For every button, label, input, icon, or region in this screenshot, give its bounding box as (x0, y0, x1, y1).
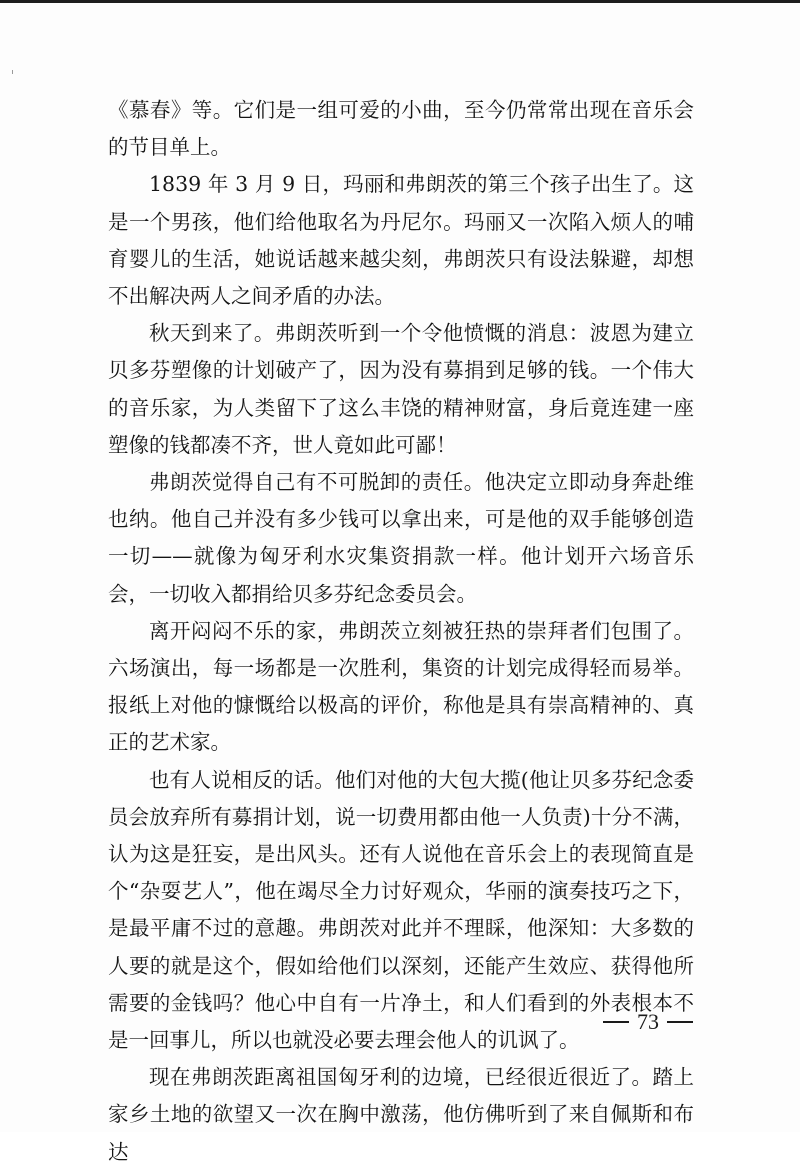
page-number (588, 1006, 708, 1038)
paragraph-6: 也有人说相反的话。他们对他的大包大揽(他让贝多芬纪念委员会放弃所有募捐计划，说一切费用都由他一人负责)十分不满，认为这是狂妄，是出风头。还有人说他在音乐会上的表现简直是个“杂耍艺人”，他在竭尽全力讨好观众，华丽的演奏技巧之下，是最平庸不过的意趣。弗朗茨对此并不理睬，他深知：大多数的人要的就是这个，假如给他们以深刻，还能产生效应、获得他所需要的金钱吗？他心中自有一片净土，和人们看到的外表根本不是一回事儿，所以也就没必要去理会他人的讥讽了。 (108, 767, 694, 1053)
paragraph-3: 秋天到来了。弗朗茨听到一个令他愤慨的消息：波恩为建立贝多芬塑像的计划破产了，因为没有募捐到足够的钱。一个伟大的音乐家，为人类留下了这么丰饶的精神财富，身后竟连建一座塑像的钱都凑不齐，世人竟如此可鄙！ (108, 321, 694, 457)
paragraph-4: 弗朗茨觉得自己有不可脱卸的责任。他决定立即动身奔赴维也纳。他自己并没有多少钱可以拿出来，可是他的双手能够创造一切——就像为匈牙利水灾集资捐款一样。他计划开六场音乐会，一切收入都捐给贝多芬纪念委员会。 (108, 470, 694, 606)
paragraph-2: 1839 年 3 月 9 日，玛丽和弗朗茨的第三个孩子出生了。这是一个男孩，他们给他取名为丹尼尔。玛丽又一次陷入烦人的哺育婴儿的生活，她说话越来越尖刻，弗朗茨只有设法躲避，却想不出解决两人之间矛盾的办法。 (108, 172, 694, 309)
page-number-left-dash (603, 1021, 629, 1023)
page-number-right-dash (667, 1021, 693, 1023)
scan-top-edge (0, 0, 800, 3)
paragraph-5: 离开闷闷不乐的家，弗朗茨立刻被狂热的崇拜者们包围了。六场演出，每一场都是一次胜利，集资的计划完成得轻而易举。报纸上对他的慷慨给以极高的评价，称他是具有崇高精神的、真正的艺术家。 (108, 618, 694, 755)
page-number-value: 73 (637, 1009, 659, 1034)
paragraph-1: 《慕春》等。它们是一组可爱的小曲，至今仍常常出现在音乐会的节目单上。 (108, 98, 694, 160)
paragraph-7: 现在弗朗茨距离祖国匈牙利的边境，已经很近很近了。踏上家乡土地的欲望又一次在胸中激荡，他仿佛听到了来自佩斯和布达 (108, 1065, 694, 1164)
scan-mark (12, 70, 13, 74)
